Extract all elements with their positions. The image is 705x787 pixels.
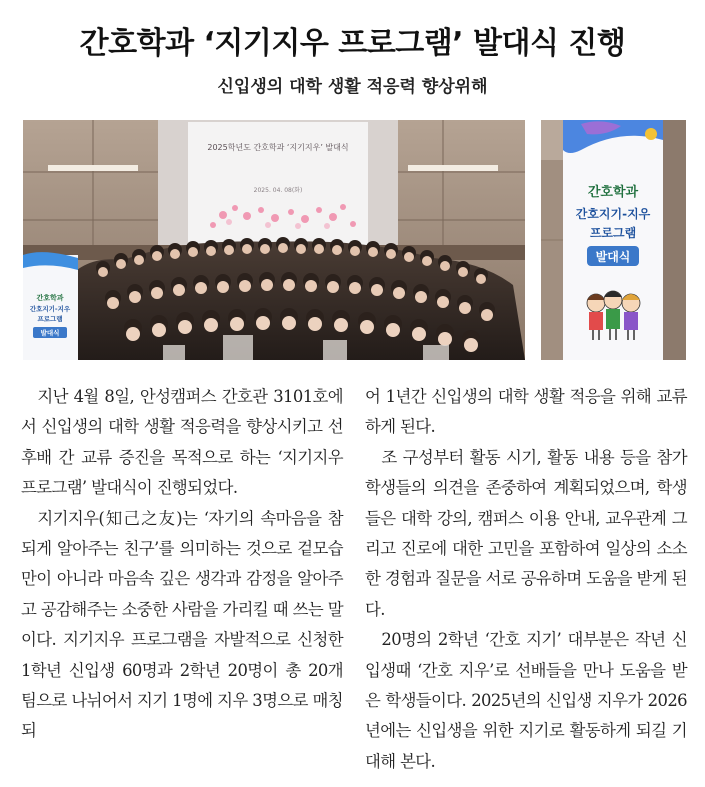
body-paragraph-1: 지난 4월 8일, 안성캠퍼스 간호관 3101호에서 신입생의 대학 생활 적응력을 향상시키고 선후배 간 교류 증진을 목적으로 하는 ‘지기지우 프로그램’ 발대식이 진행되었다. [21, 387, 343, 498]
side-banner-line-4: 발대식 [595, 250, 631, 264]
left-banner-line-4: 발대식 [40, 329, 60, 337]
article-headline: 간호학과 ‘지기지우 프로그램’ 발대식 진행 [79, 26, 626, 61]
slide-date: 2025. 04. 08(화) [253, 187, 303, 194]
body-column-left [21, 382, 343, 747]
body-column-right [365, 382, 687, 777]
left-banner [23, 252, 78, 360]
article-subheadline: 신입생의 대학 생활 적응력 향상위해 [217, 77, 488, 97]
left-banner-line-1: 간호학과 [36, 294, 64, 302]
body-paragraph-3: 조 구성부터 활동 시기, 활동 내용 등을 참가 학생들의 의견을 존중하여 계획되었으며, 학생들은 대학 강의, 캠퍼스 이용 안내, 교우관계 그리고 진로에 대한 고민을 포함하여 일상의 소소한 경험과 질문을 서로 공유하며 도움을 받게 된다. [365, 447, 687, 619]
side-banner-line-3: 프로그램 [589, 226, 637, 240]
left-banner-line-2: 간호지기-지우 [29, 305, 71, 313]
banner-photo-illustration [541, 120, 686, 360]
banner-photo [541, 120, 686, 360]
body-paragraph-2-continued: 어 1년간 신입생의 대학 생활 적응을 위해 교류하게 된다. [365, 387, 687, 437]
group-photo-illustration [23, 120, 525, 360]
slide-title: 2025학년도 간호학과 ‘지기지우’ 발대식 [207, 143, 349, 152]
group-photo [23, 120, 525, 360]
body-paragraph-4: 20명의 2학년 ‘간호 지기’ 대부분은 작년 신입생때 ‘간호 지우’로 선배들을 만나 도움을 받은 학생들이다. 2025년의 신입생 지우가 2026년에는 신입생을 위한 지기로 활동하게 되길 기대해 본다. [365, 630, 687, 771]
body-paragraph-2: 지기지우(知己之友)는 ‘자기의 속마음을 참되게 알아주는 친구’를 의미하는 것으로 겉모습만이 아니라 마음속 깊은 생각과 감정을 알아주고 공감해주는 소중한 사람을 가리킬 때 쓰는 말이다. 지기지우 프로그램을 자발적으로 신청한 1학년 신입생 60명과 2학년 20명이 총 20개 팀으로 나뉘어서 지기 1명에 지우 3명으로 매칭되 [21, 508, 343, 741]
side-banner-line-2: 간호지기-지우 [575, 207, 651, 221]
left-banner-line-3: 프로그램 [37, 315, 63, 323]
side-banner-line-1: 간호학과 [587, 185, 639, 200]
